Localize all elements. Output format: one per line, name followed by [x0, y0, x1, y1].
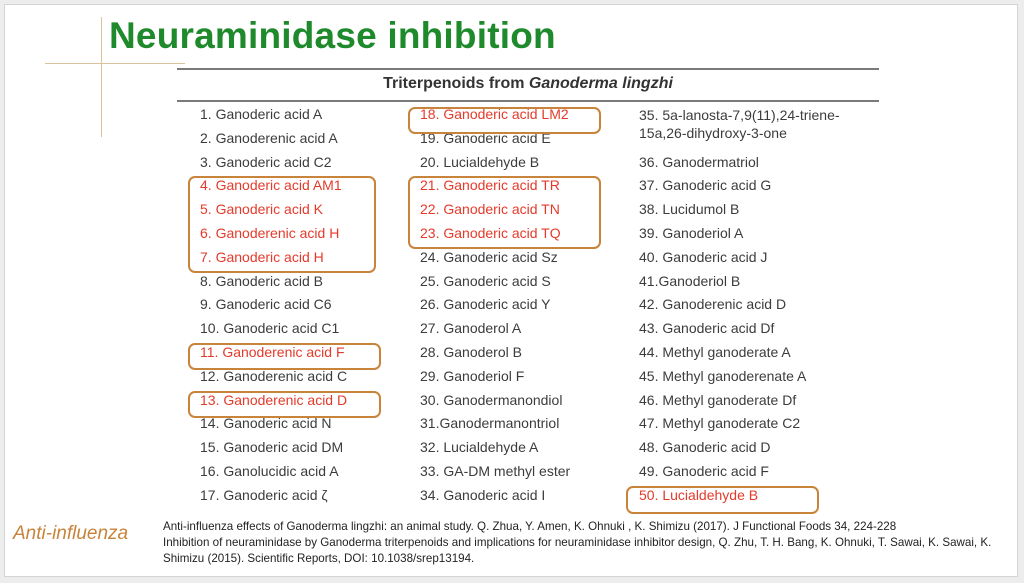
- compound-item: 43. Ganoderic acid Df: [639, 320, 775, 337]
- compound-item: 13. Ganoderenic acid D: [200, 391, 348, 408]
- slide-title: Neuraminidase inhibition: [109, 15, 556, 56]
- table-top-rule: [177, 68, 879, 70]
- highlight-box-4-7: [188, 176, 376, 273]
- compound-item: 16. Ganolucidic acid A: [200, 462, 339, 479]
- compound-column-2: [420, 103, 570, 508]
- decorative-line-vertical: [101, 17, 102, 137]
- reference-2: Inhibition of neuraminidase by Ganoderma triterpenoids and implications for neuraminidase inhibitor design, Q. Zhu, T. H. Bang, K. Ohnuki, T. Sawai, K. Sawai, K. Shimizu (2015). Scientific Reports, DOI: 10.1038/srep13194.: [163, 536, 992, 565]
- compound-item: 39. Ganoderiol A: [639, 224, 744, 241]
- compound-item: 42. Ganoderenic acid D: [639, 296, 787, 313]
- compound-column-1: [200, 103, 347, 508]
- compound-item: 50. Lucialdehyde B: [639, 486, 759, 503]
- table-header-rule: [177, 100, 879, 102]
- compound-item: 32. Lucialdehyde A: [420, 439, 539, 456]
- compound-item: 33. GA-DM methyl ester: [420, 462, 571, 479]
- compound-item: 7. Ganoderic acid H: [200, 248, 324, 265]
- highlight-box-18: [408, 107, 601, 134]
- compound-item: 41.Ganoderiol B: [639, 272, 741, 289]
- compound-item: 5. Ganoderic acid K: [200, 201, 323, 218]
- compound-item: 24. Ganoderic acid Sz: [420, 248, 558, 265]
- compound-item: 46. Methyl ganoderate Df: [639, 391, 797, 408]
- compound-item: 6. Ganoderenic acid H: [200, 224, 340, 241]
- compound-item: 11. Ganoderenic acid F: [200, 343, 345, 360]
- highlight-box-11: [188, 343, 381, 370]
- compound-item: 29. Ganoderiol F: [420, 367, 525, 384]
- decorative-line-horizontal: [45, 63, 185, 64]
- compound-item: 22. Ganoderic acid TN: [420, 201, 560, 218]
- compound-item: 30. Ganodermanondiol: [420, 391, 563, 408]
- compound-item: 35. 5a-lanosta-7,9(11),24-triene-15a,26-dihydroxy-3-one: [639, 107, 840, 141]
- highlight-box-13: [188, 391, 381, 418]
- compound-item: 31.Ganodermanontriol: [420, 415, 560, 432]
- compound-item: 4. Ganoderic acid AM1: [200, 177, 342, 194]
- compound-item: 38. Lucidumol B: [639, 201, 740, 218]
- compound-item: 27. Ganoderol A: [420, 320, 522, 337]
- compound-item: 40. Ganoderic acid J: [639, 248, 768, 265]
- compound-item: 3. Ganoderic acid C2: [200, 153, 332, 170]
- compound-item: 10. Ganoderic acid C1: [200, 320, 340, 337]
- compound-item: 17. Ganoderic acid ζ: [200, 486, 328, 503]
- compound-item: 1. Ganoderic acid A: [200, 106, 323, 122]
- compound-item: 44. Methyl ganoderate A: [639, 343, 791, 360]
- table-title-species: Ganoderma lingzhi: [528, 75, 673, 92]
- highlight-box-50: [626, 486, 819, 514]
- compound-item: 49. Ganoderic acid F: [639, 462, 769, 479]
- compound-item: 25. Ganoderic acid S: [420, 272, 551, 289]
- compound-item: 12. Ganoderenic acid C: [200, 367, 348, 384]
- compound-item: 15. Ganoderic acid DM: [200, 439, 344, 456]
- compound-item: 14. Ganoderic acid N: [200, 415, 332, 432]
- compound-item: 2. Ganoderenic acid A: [200, 129, 338, 146]
- compound-item: 19. Ganoderic acid E: [420, 129, 551, 146]
- compound-item: 8. Ganoderic acid B: [200, 272, 323, 289]
- compound-item: 18. Ganoderic acid LM2: [420, 106, 569, 122]
- compound-item: 47. Methyl ganoderate C2: [639, 415, 801, 432]
- compound-item: 23. Ganoderic acid TQ: [420, 224, 561, 241]
- compound-item: 45. Methyl ganoderenate A: [639, 367, 807, 384]
- references: [163, 519, 1013, 567]
- slide: [4, 4, 1018, 577]
- compound-item: 26. Ganoderic acid Y: [420, 296, 551, 313]
- compound-item: 28. Ganoderol B: [420, 343, 522, 360]
- anti-influenza-label: Anti-influenza: [13, 523, 129, 544]
- table-title-prefix: Triterpenoids from: [383, 75, 529, 92]
- compound-item: 36. Ganodermatriol: [639, 153, 759, 170]
- compound-item: 9. Ganoderic acid C6: [200, 296, 332, 313]
- compound-item: 20. Lucialdehyde B: [420, 153, 540, 170]
- reference-1: Anti-influenza effects of Ganoderma lingzhi: an animal study. Q. Zhua, Y. Amen, K. Ohnuki , K. Shimizu (2017). J Functional Foods 34, 224-228: [163, 520, 897, 533]
- compound-item: 34. Ganoderic acid I: [420, 486, 546, 503]
- compound-item: 21. Ganoderic acid TR: [420, 177, 560, 194]
- table-title: [177, 75, 879, 93]
- highlight-box-21-23: [408, 176, 601, 249]
- compound-item: 37. Ganoderic acid G: [639, 177, 772, 194]
- compound-column-3: [639, 103, 879, 508]
- compound-item: 48. Ganoderic acid D: [639, 439, 771, 456]
